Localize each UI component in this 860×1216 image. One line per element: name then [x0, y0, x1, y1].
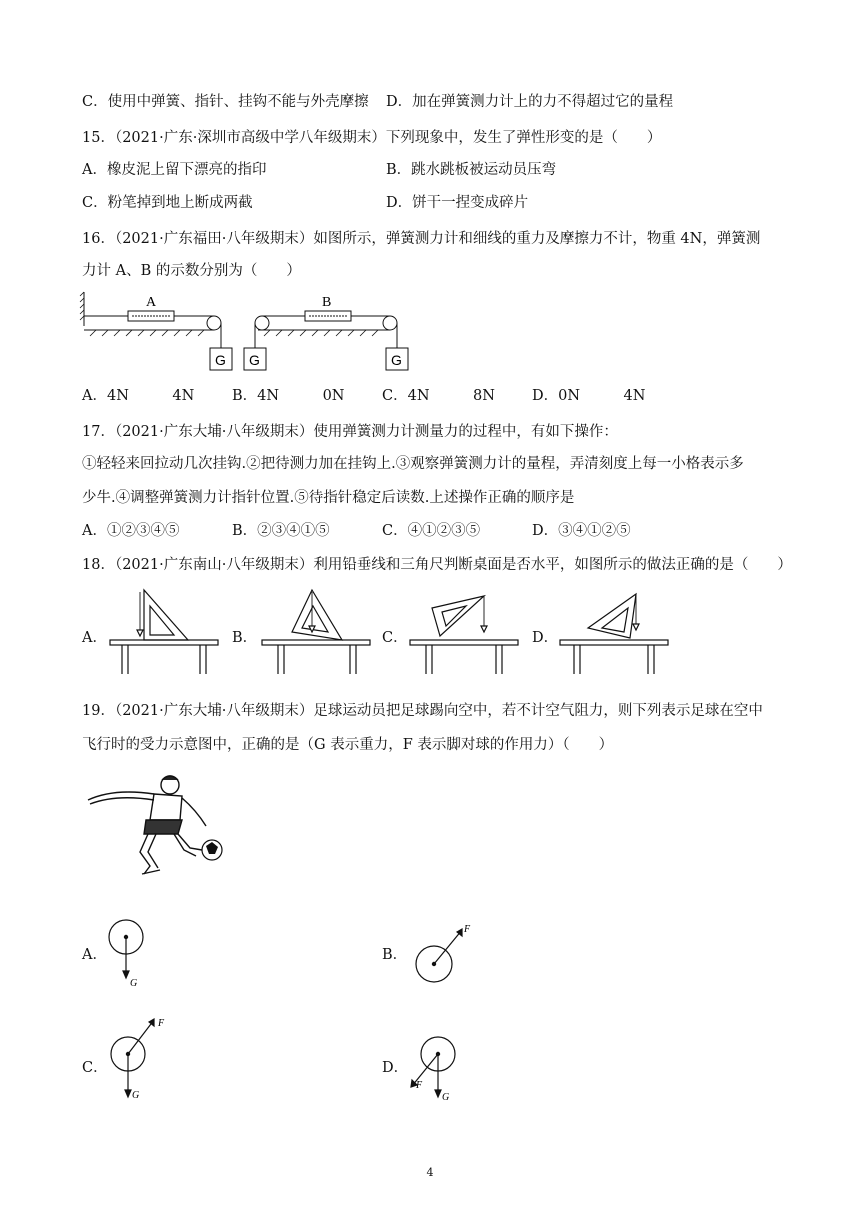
q14-option-d: D．加在弹簧测力计上的力不得超过它的量程: [386, 94, 674, 110]
force-f-label: F: [416, 1080, 423, 1091]
q16-stem-line1: 16．（2021·广东福田·八年级期末）如图所示，弹簧测力计和细线的重力及摩擦力不计，物重 4N，弹簧测: [82, 231, 761, 247]
weight-g-label: G: [249, 352, 260, 368]
q18-label-b: B．: [232, 630, 258, 646]
q19-label-c: C．: [82, 1060, 108, 1076]
q17-option-b: B．②③④①⑤: [232, 523, 330, 539]
q19-stem-line1: 19．（2021·广东大埔·八年级期末）足球运动员把足球踢向空中，若不计空气阻力，则下列表示足球在空中: [82, 703, 763, 719]
q15-option-d: D．饼干一捏变成碎片: [386, 195, 529, 211]
q17-option-a: A．①②③④⑤: [82, 523, 180, 539]
q19-force-diagram-c: [106, 1016, 186, 1116]
force-f-label: F: [158, 1018, 165, 1029]
q15-option-a: A．橡皮泥上留下漂亮的指印: [82, 162, 267, 178]
q19-label-a: A．: [82, 947, 107, 963]
q19-label-d: D．: [382, 1060, 409, 1076]
q18-stem: 18．（2021·广东南山·八年级期末）利用铅垂线和三角尺判断桌面是否水平，如图所示的做法正确的是（ ）: [82, 557, 792, 573]
q18-label-a: A．: [82, 630, 107, 646]
q19-force-diagram-b: [406, 922, 486, 1002]
q19-force-diagram-a: [106, 915, 166, 995]
q15-option-b: B．跳水跳板被运动员压弯: [386, 162, 557, 178]
q17-option-c: C．④①②③⑤: [382, 523, 481, 539]
q18-figure-c: [410, 588, 520, 678]
q16-option-a: A．4N 4N: [82, 388, 195, 404]
q17-body-line2: 少牛.④调整弹簧测力计指针位置.⑤待指针稳定后读数.上述操作正确的顺序是: [82, 490, 575, 506]
soccer-player-illustration: [84, 770, 234, 880]
q15-stem: 15．（2021·广东·深圳市高级中学八年级期末）下列现象中，发生了弹性形变的是（ ）: [82, 130, 662, 146]
q19-label-b: B．: [382, 947, 408, 963]
gravity-label: G: [442, 1092, 450, 1103]
q16-option-c: C．4N 8N: [382, 388, 495, 404]
q17-stem: 17．（2021·广东大埔·八年级期末）使用弹簧测力计测量力的过程中，有如下操作：: [82, 424, 618, 440]
q16-option-d: D．0N 4N: [532, 388, 646, 404]
q16-option-b: B．4N 0N: [232, 388, 345, 404]
scale-b-label: B: [322, 295, 332, 310]
q18-figure-b: [262, 588, 372, 678]
weight-g-label: G: [391, 352, 402, 368]
gravity-label: G: [132, 1090, 140, 1101]
q19-stem-line2: 飞行时的受力示意图中，正确的是（G 表示重力，F 表示脚对球的作用力）（ ）: [82, 737, 614, 753]
q18-label-c: C．: [382, 630, 408, 646]
scale-a-label: A: [146, 295, 157, 310]
weight-g-label: G: [215, 352, 226, 368]
page-number: 4: [426, 1166, 434, 1179]
q18-label-d: D．: [532, 630, 559, 646]
force-f-label: F: [464, 924, 471, 935]
q19-force-diagram-d: [400, 1030, 480, 1130]
q18-figure-d: [560, 588, 670, 678]
gravity-label: G: [130, 978, 138, 989]
q18-figure-a: [110, 588, 220, 678]
q16-spring-scale-figure: [80, 286, 410, 371]
q17-body-line1: ①轻轻来回拉动几次挂钩.②把待测力加在挂钩上.③观察弹簧测力计的量程，弄清刻度上每一小格表示多: [82, 456, 744, 472]
q15-option-c: C．粉笔掉到地上断成两截: [82, 195, 253, 211]
q17-option-d: D．③④①②⑤: [532, 523, 631, 539]
q16-stem-line2: 力计 A、B 的示数分别为（ ）: [82, 263, 301, 279]
q14-option-c: C．使用中弹簧、指针、挂钩不能与外壳摩擦: [82, 94, 369, 110]
